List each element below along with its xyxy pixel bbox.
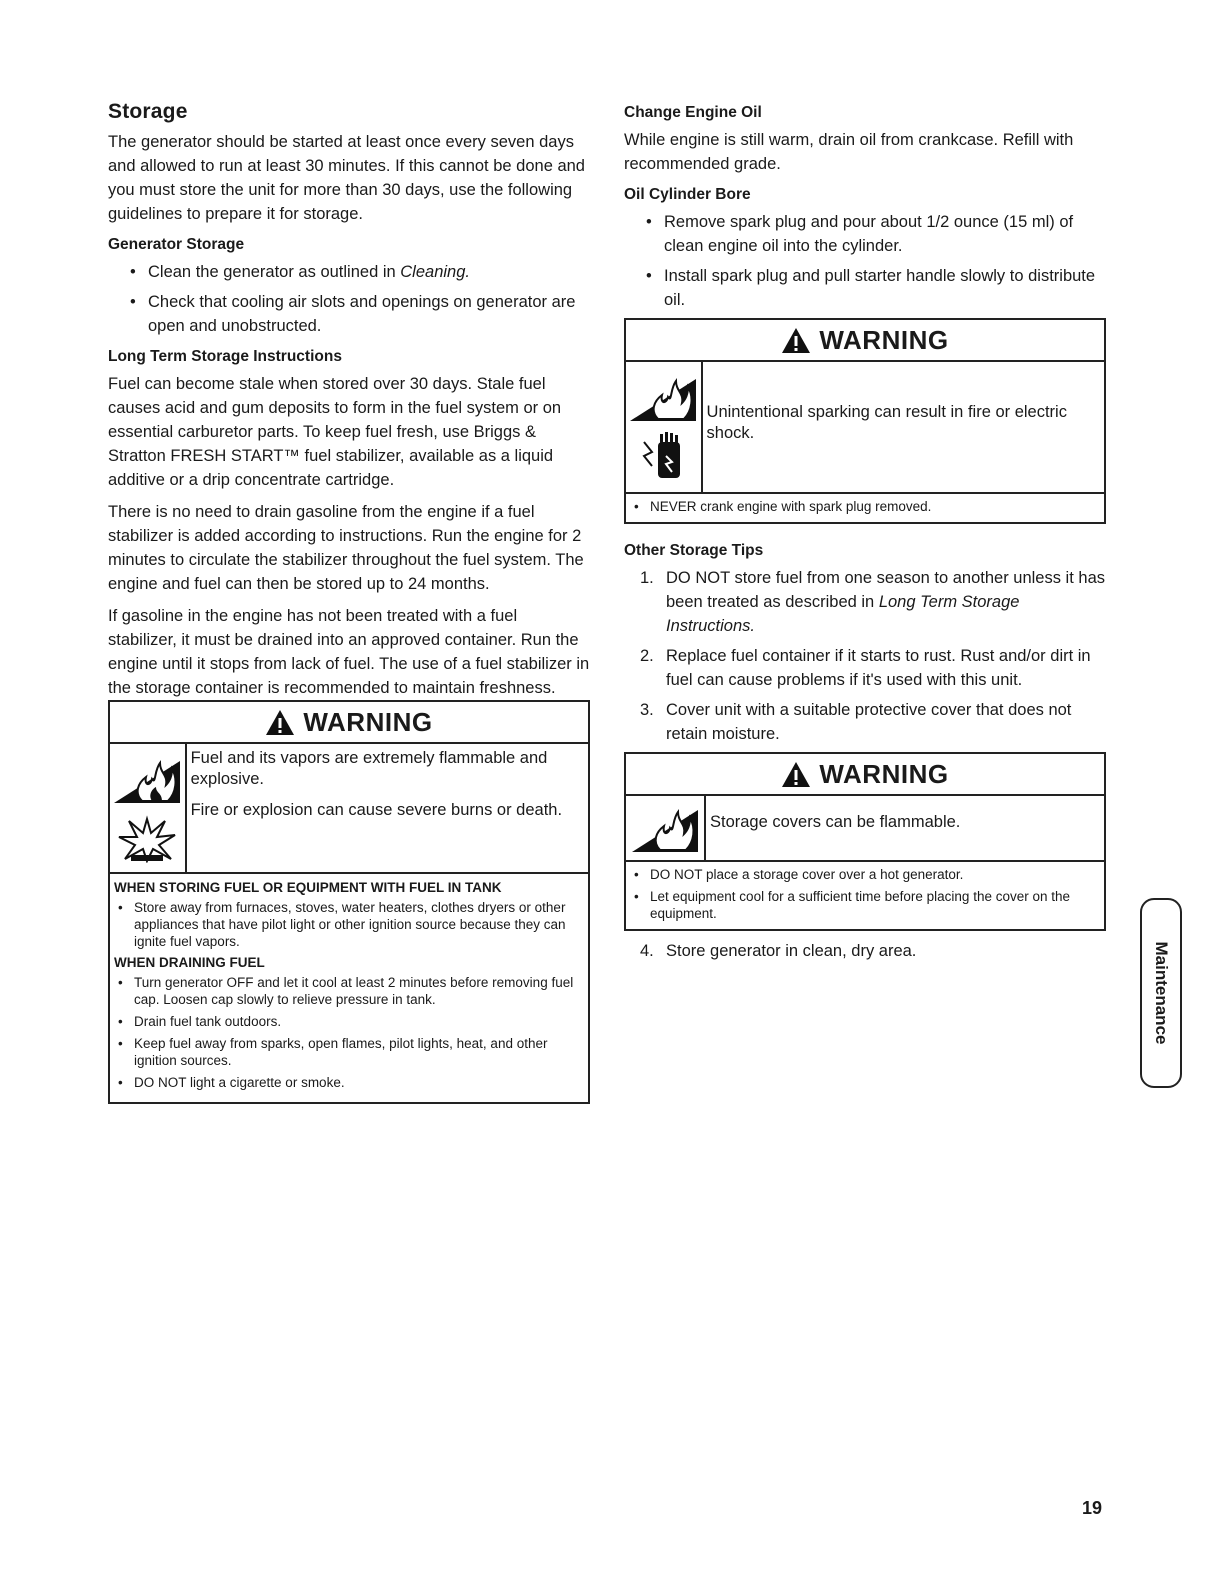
electric-shock-icon <box>638 432 688 484</box>
left-column <box>108 100 590 1104</box>
draining-list <box>114 974 584 1091</box>
storage-intro: The generator should be started at least once every seven days and allowed to run at least 30 minutes. If this cannot be done and you must store the unit for more than 30 days, use the following guidelines to prepare it for storage. <box>108 133 585 223</box>
storing-list <box>114 899 584 950</box>
list-item: • Install spark plug and pull starter handle slowly to distribute oil. <box>646 264 1106 312</box>
list-item: • Check that cooling air slots and openings on generator are open and unobstructed. <box>130 290 590 338</box>
warning-text-2: Fire or explosion can cause severe burns or death. <box>190 801 563 819</box>
generator-storage-list <box>108 260 590 338</box>
list-item: • Drain fuel tank outdoors. <box>114 1013 584 1030</box>
list-item: • DO NOT place a storage cover over a hot generator. <box>630 866 1100 883</box>
warning-header <box>626 320 1104 362</box>
warning-triangle-icon <box>781 761 811 788</box>
change-engine-oil-heading: Change Engine Oil <box>624 104 762 121</box>
warning-title: WARNING <box>819 324 949 355</box>
fire-icon <box>630 802 700 854</box>
sparking-warning-box <box>624 318 1106 524</box>
warning-text: Unintentional sparking can result in fire or electric shock. <box>706 403 1067 442</box>
warning-text-1: Fuel and its vapors are extremely flammable and explosive. <box>190 749 548 788</box>
warning-subheading-draining: WHEN DRAINING FUEL <box>114 955 265 970</box>
change-engine-oil-text: While engine is still warm, drain oil from crankcase. Refill with recommended grade. <box>624 131 1074 173</box>
list-item: • NEVER crank engine with spark plug removed. <box>630 498 1100 515</box>
fuel-warning-box <box>108 700 590 1104</box>
warning-triangle-icon <box>781 327 811 354</box>
explosion-icon <box>117 815 177 863</box>
fire-icon <box>112 753 182 805</box>
cleaning-ref: Cleaning. <box>400 263 470 281</box>
storage-cover-warning-box <box>624 752 1106 931</box>
list-item: 4. Store generator in clean, dry area. <box>640 942 917 960</box>
generator-storage-heading: Generator Storage <box>108 236 245 253</box>
page-number: 19 <box>1082 1498 1103 1518</box>
storage-cover-warning-list <box>630 866 1100 922</box>
list-item: • Remove spark plug and pour about 1/2 ounce (15 ml) of clean engine oil into the cylinder. <box>646 210 1106 258</box>
section-tab-label: Maintenance <box>1152 941 1171 1045</box>
warning-title: WARNING <box>819 758 949 789</box>
list-item: • Keep fuel away from sparks, open flames, pilot lights, heat, and other ignition sources. <box>114 1035 584 1069</box>
fire-icon <box>628 371 698 423</box>
storage-tips-list <box>624 566 1106 746</box>
warning-text: Storage covers can be flammable. <box>710 813 961 831</box>
sparking-warning-list <box>630 498 1100 515</box>
long-term-ref: Long Term Storage Instructions. <box>666 593 1020 635</box>
list-item: 3. Cover unit with a suitable protective cover that does not retain moisture. <box>640 701 1072 743</box>
warning-title: WARNING <box>303 706 433 737</box>
list-item: • Clean the generator as outlined in Cleaning. <box>130 260 590 284</box>
list-item: 2. Replace fuel container if it starts to rust. Rust and/or dirt in fuel can cause problems if it's used with this unit. <box>640 647 1091 689</box>
list-item: • Turn generator OFF and let it cool at least 2 minutes before removing fuel cap. Loosen cap slowly to relieve pressure in tank. <box>114 974 584 1008</box>
list-item: • Store away from furnaces, stoves, water heaters, clothes dryers or other appliances that have pilot light or other ignition source because they can ignite fuel vapors. <box>114 899 584 950</box>
long-term-paragraph-3: If gasoline in the engine has not been treated with a fuel stabilizer, it must be drained into an approved container. Run the engine until it stops from lack of fuel. The use of a fuel stabilizer in the storage container is recommended to maintain freshness. <box>108 607 590 697</box>
storage-tips-list-continued <box>624 939 1106 963</box>
right-column <box>624 100 1106 969</box>
warning-header <box>110 702 588 744</box>
storage-heading: Storage <box>108 100 188 123</box>
list-item: • DO NOT light a cigarette or smoke. <box>114 1074 584 1091</box>
other-storage-tips-heading: Other Storage Tips <box>624 542 764 559</box>
oil-bore-list <box>624 210 1106 312</box>
warning-subheading-storing: WHEN STORING FUEL OR EQUIPMENT WITH FUEL IN TANK <box>114 880 502 895</box>
warning-header <box>626 754 1104 796</box>
long-term-paragraph-1: Fuel can become stale when stored over 30 days. Stale fuel causes acid and gum deposits to form in the fuel system or on essential carburetor parts. To keep fuel fresh, use Briggs & Stratton FRESH START™ fuel stabilizer, available as a liquid additive or a drip concentrate cartridge. <box>108 375 562 489</box>
section-tab <box>1140 898 1182 1088</box>
long-term-paragraph-2: There is no need to drain gasoline from the engine if a fuel stabilizer is added according to instructions. Run the engine for 2 minutes to circulate the stabilizer throughout the fuel system. The engine and fuel can then be stored up to 24 months. <box>108 503 584 593</box>
list-item: 1. DO NOT store fuel from one season to another unless it has been treated as described in Long Term Storage Instructions. <box>640 569 1105 635</box>
list-item: • Let equipment cool for a sufficient time before placing the cover on the equipment. <box>630 888 1100 922</box>
warning-triangle-icon <box>265 709 295 736</box>
oil-cylinder-bore-heading: Oil Cylinder Bore <box>624 186 751 203</box>
long-term-storage-heading: Long Term Storage Instructions <box>108 348 342 365</box>
